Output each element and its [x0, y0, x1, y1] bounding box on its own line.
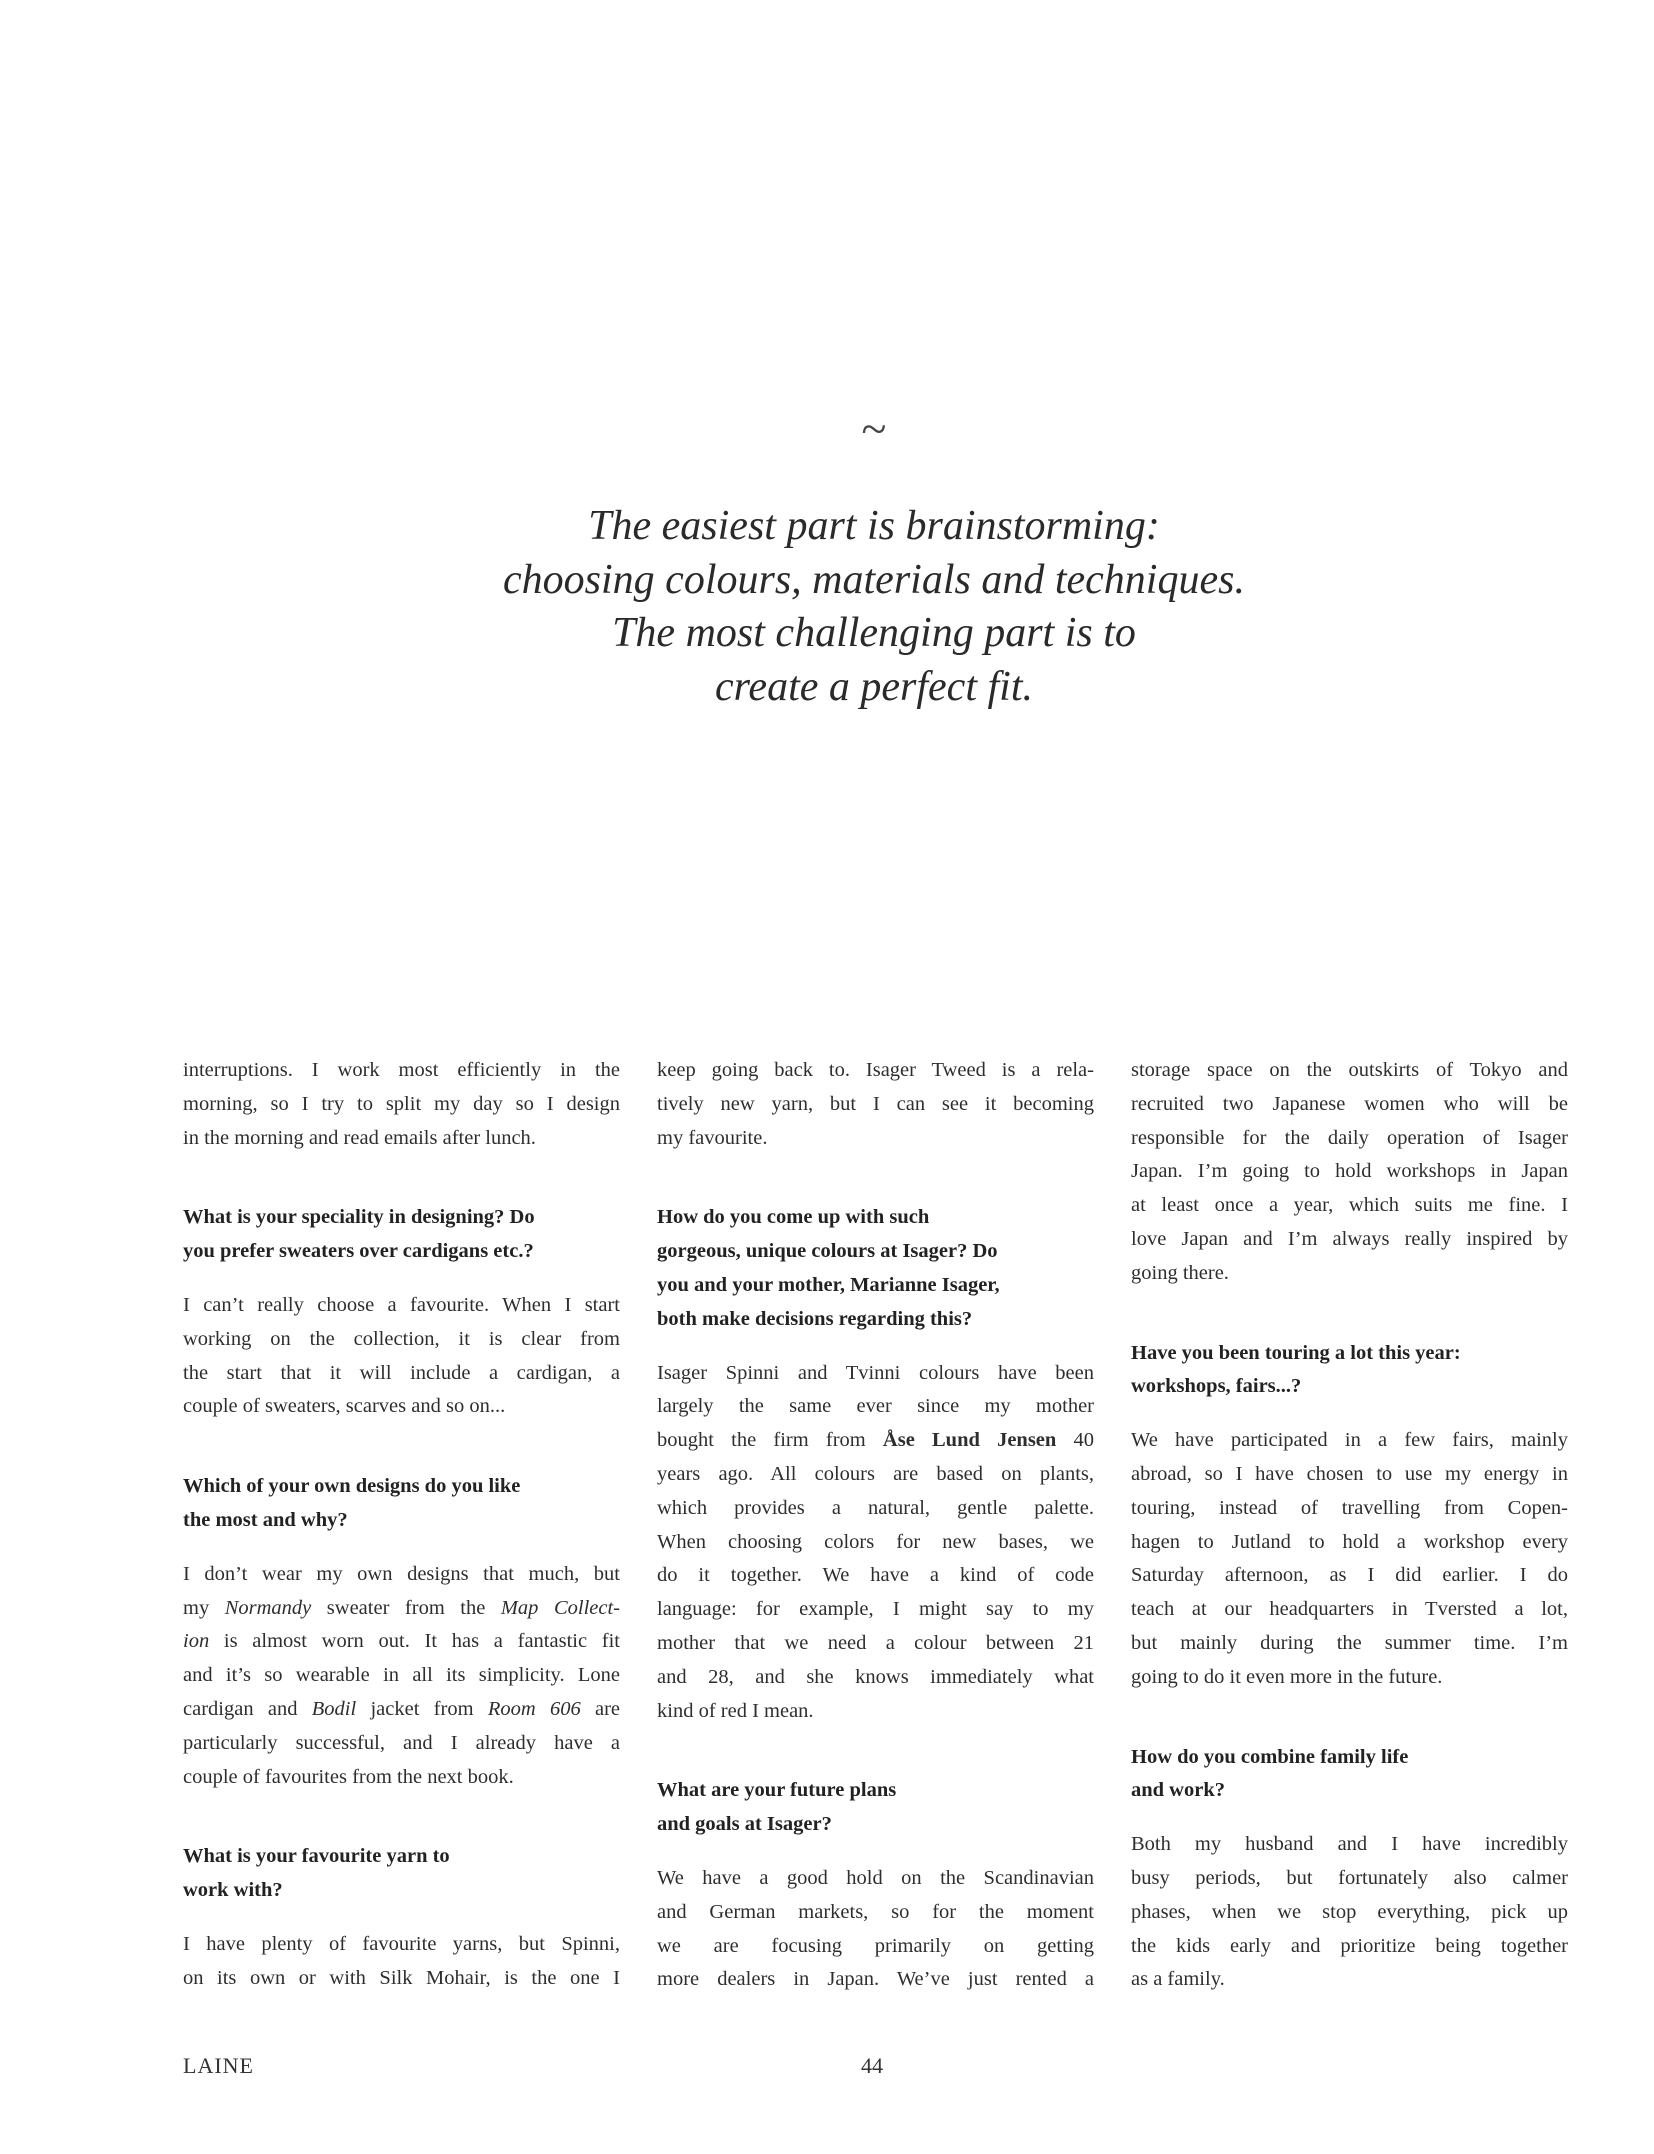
- italic-title: Bodil: [311, 1697, 357, 1720]
- text-line: touring, instead of travelling from Copen-: [1131, 1496, 1568, 1519]
- answer-paragraph: [657, 1357, 1094, 1729]
- pull-quote-line: The easiest part is brainstorming:: [588, 503, 1160, 549]
- answer-paragraph: [183, 1928, 620, 1996]
- question-heading: [183, 1470, 620, 1538]
- text-line: largely the same ever since my mother: [657, 1395, 1094, 1418]
- text-line: recruited two Japanese women who will be: [1131, 1092, 1568, 1115]
- text-line: hagen to Jutland to hold a workshop every: [1131, 1530, 1568, 1553]
- text-line: What is your favourite yarn to: [183, 1845, 450, 1868]
- text-line: How do you combine family life: [1131, 1745, 1409, 1768]
- answer-paragraph: [183, 1289, 620, 1424]
- text-line: and work?: [1131, 1779, 1225, 1802]
- page-number: 44: [861, 2053, 883, 2078]
- text-line: workshops, fairs...?: [1131, 1375, 1302, 1398]
- question-heading: [183, 1201, 620, 1269]
- text-line: which provides a natural, gentle palette.: [657, 1496, 1094, 1519]
- text-line: [183, 1592, 620, 1626]
- text-line: What is your speciality in designing? Do: [183, 1206, 535, 1229]
- text-line: at least once a year, which suits me fine. I: [1131, 1194, 1568, 1217]
- question-heading: [657, 1774, 1094, 1842]
- text-line: and it’s so wearable in all its simplicity. Lone: [183, 1664, 620, 1687]
- bold-name: Åse Lund Jensen: [882, 1429, 1057, 1452]
- pull-quote-line: choosing colours, materials and techniques.: [503, 556, 1245, 603]
- text-line: kind of red I mean.: [657, 1699, 814, 1722]
- text-line: keep going back to. Isager Tweed is a rela-: [657, 1059, 1094, 1081]
- text-line: We have a good hold on the Scandinavian: [657, 1866, 1094, 1889]
- text-line: love Japan and I’m always really inspired by: [1131, 1227, 1568, 1250]
- text-line: [657, 1424, 1094, 1458]
- text-line: interruptions. I work most efficiently in the: [183, 1059, 620, 1081]
- text-line: When choosing colors for new bases, we: [657, 1530, 1094, 1553]
- text-line: We have participated in a few fairs, mainly: [1131, 1429, 1568, 1452]
- question-heading: [1131, 1337, 1568, 1405]
- text-line: the most and why?: [183, 1508, 348, 1531]
- text-line: both make decisions regarding this?: [657, 1307, 973, 1330]
- text-line: working on the collection, it is clear from: [183, 1327, 620, 1350]
- text-line: and goals at Isager?: [657, 1813, 832, 1836]
- text-line: morning, so I try to split my day so I design: [183, 1092, 620, 1115]
- text-segment: my: [183, 1596, 225, 1619]
- text-column-1: [183, 1054, 620, 1996]
- text-line: I don’t wear my own designs that much, but: [183, 1562, 620, 1585]
- text-line: Have you been touring a lot this year:: [1131, 1341, 1461, 1364]
- text-line: What are your future plans: [657, 1779, 897, 1802]
- text-line: the kids early and prioritize being together: [1131, 1934, 1568, 1957]
- text-segment: are: [580, 1697, 621, 1720]
- question-heading: [183, 1840, 620, 1908]
- question-heading: [657, 1201, 1094, 1336]
- text-line: tively new yarn, but I can see it becoming: [657, 1092, 1094, 1115]
- text-segment: is almost worn out. It has a fantastic fit: [209, 1630, 620, 1653]
- text-segment: cardigan and: [183, 1697, 312, 1720]
- italic-title: Room 606: [487, 1697, 581, 1720]
- text-line: busy periods, but fortunately also calmer: [1131, 1866, 1568, 1889]
- answer-paragraph: [657, 1054, 1094, 1155]
- text-line: Both my husband and I have incredibly: [1131, 1833, 1568, 1856]
- text-column-3: [1131, 1054, 1568, 1997]
- text-column-2: [657, 1054, 1094, 1997]
- text-line: and German markets, so for the moment: [657, 1900, 1094, 1923]
- text-line: years ago. All colours are based on plants,: [657, 1462, 1094, 1485]
- text-line: teach at our headquarters in Tversted a lot,: [1131, 1598, 1568, 1621]
- text-line: couple of sweaters, scarves and so on...: [183, 1395, 506, 1418]
- pull-quote-line: create a perfect fit.: [715, 664, 1033, 711]
- text-line: my favourite.: [657, 1126, 768, 1149]
- text-line: [183, 1625, 620, 1659]
- text-line: on its own or with Silk Mohair, is the one I: [183, 1966, 620, 1989]
- text-line: going to do it even more in the future.: [1131, 1665, 1443, 1688]
- text-line: responsible for the daily operation of Isager: [1131, 1126, 1568, 1149]
- text-line: [183, 1693, 620, 1727]
- text-line: as a family.: [1131, 1968, 1225, 1991]
- text-segment: 40: [1056, 1429, 1094, 1452]
- text-line: we are focusing primarily on getting: [657, 1934, 1094, 1957]
- question-heading: [1131, 1741, 1568, 1809]
- magazine-name: LAINE: [183, 2053, 254, 2078]
- text-line: language: for example, I might say to my: [657, 1598, 1094, 1621]
- text-line: do it together. We have a kind of code: [657, 1564, 1094, 1587]
- text-line: in the morning and read emails after lunch.: [183, 1126, 536, 1149]
- italic-title: Normandy: [224, 1596, 312, 1619]
- text-line: I have plenty of favourite yarns, but Spinni,: [183, 1932, 620, 1955]
- answer-paragraph: [183, 1054, 620, 1155]
- text-line: Saturday afternoon, as I did earlier. I do: [1131, 1564, 1568, 1587]
- text-line: more dealers in Japan. We’ve just rented a: [657, 1968, 1094, 1991]
- italic-title: ion: [183, 1630, 210, 1653]
- text-line: work with?: [183, 1879, 283, 1902]
- answer-paragraph: [1131, 1828, 1568, 1997]
- text-line: you prefer sweaters over cardigans etc.?: [183, 1240, 534, 1263]
- text-line: going there.: [1131, 1261, 1229, 1284]
- text-line: the start that it will include a cardigan, a: [183, 1361, 620, 1384]
- answer-paragraph: [183, 1558, 620, 1795]
- text-line: mother that we need a colour between 21: [657, 1631, 1094, 1654]
- answer-paragraph: [1131, 1054, 1568, 1291]
- text-segment: jacket from: [356, 1697, 488, 1720]
- text-line: particularly successful, and I already have a: [183, 1731, 620, 1754]
- text-line: couple of favourites from the next book.: [183, 1765, 514, 1788]
- text-line: I can’t really choose a favourite. When I start: [183, 1293, 620, 1316]
- text-line: phases, when we stop everything, pick up: [1131, 1900, 1568, 1923]
- text-line: Isager Spinni and Tvinni colours have been: [657, 1361, 1094, 1384]
- pull-quote-line: The most challenging part is to: [612, 610, 1136, 657]
- tilde-ornament: ~: [861, 403, 887, 454]
- italic-title: Map Collect-: [500, 1596, 620, 1619]
- text-line: you and your mother, Marianne Isager,: [657, 1273, 1000, 1296]
- answer-paragraph: [1131, 1424, 1568, 1694]
- text-line: abroad, so I have chosen to use my energy in: [1131, 1462, 1568, 1485]
- answer-paragraph: [657, 1862, 1094, 1997]
- text-line: storage space on the outskirts of Tokyo and: [1131, 1059, 1568, 1081]
- text-line: How do you come up with such: [657, 1206, 930, 1229]
- text-line: and 28, and she knows immediately what: [657, 1665, 1094, 1688]
- text-line: but mainly during the summer time. I’m: [1131, 1631, 1568, 1654]
- pull-quote: [374, 500, 1374, 715]
- text-segment: sweater from the: [311, 1596, 501, 1619]
- text-line: Japan. I’m going to hold workshops in Japan: [1131, 1160, 1568, 1183]
- text-line: Which of your own designs do you like: [183, 1475, 521, 1498]
- text-line: gorgeous, unique colours at Isager? Do: [657, 1240, 998, 1263]
- text-segment: bought the firm from: [657, 1429, 883, 1452]
